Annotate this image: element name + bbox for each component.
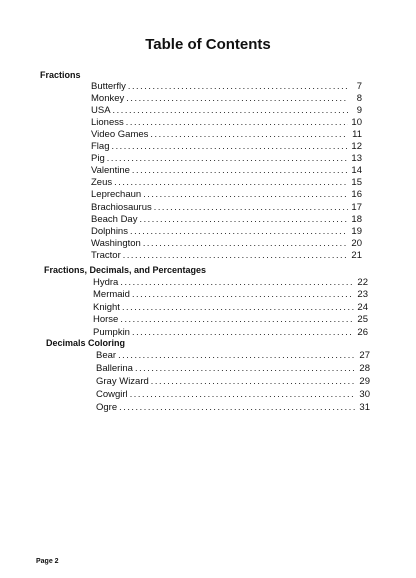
toc-entry-page-number: 22: [357, 277, 368, 288]
toc-entry-page-number: 30: [359, 389, 370, 401]
toc-entry-title: Butterfly: [91, 81, 126, 92]
toc-entry-page-number: 18: [351, 213, 362, 225]
dot-leader: [120, 276, 354, 289]
dot-leader: [120, 313, 354, 326]
toc-entry-page-number: 8: [356, 93, 362, 105]
toc-entry-page-number: 24: [357, 301, 368, 313]
toc-entry-page-number: 9: [356, 105, 362, 117]
dot-leader: [130, 388, 356, 401]
dot-leader: [132, 326, 354, 339]
toc-entry-page-number: 21: [351, 249, 362, 261]
toc-entry: [93, 301, 368, 314]
dot-leader: [126, 92, 348, 105]
toc-entry: [91, 92, 362, 105]
toc-entry: [96, 401, 370, 414]
toc-entry: [91, 237, 362, 250]
dot-leader: [154, 201, 348, 214]
dot-leader: [135, 362, 356, 375]
dot-leader: [118, 349, 356, 362]
toc-entry-title: Gray Wizard: [96, 376, 149, 388]
toc-entry-title: Bear: [96, 350, 117, 361]
dot-leader: [123, 249, 348, 262]
toc-entry: [93, 326, 368, 339]
toc-entry: [91, 152, 362, 165]
toc-entry-title: Mermaid: [93, 289, 130, 301]
dot-leader: [113, 104, 348, 117]
toc-entry-title: Pumpkin: [93, 326, 130, 338]
toc-entry-title: Washington: [91, 237, 141, 249]
toc-entry-page-number: 19: [351, 225, 362, 237]
toc-entry: [96, 388, 370, 401]
toc-entry-page-number: 31: [359, 402, 370, 414]
dot-leader: [122, 301, 354, 314]
toc-entry-page-number: 10: [351, 117, 362, 129]
dot-leader: [107, 152, 348, 165]
dot-leader: [151, 375, 356, 388]
dot-leader: [143, 188, 348, 201]
toc-entry-page-number: 25: [357, 314, 368, 326]
toc-entry-title: Valentine: [91, 165, 130, 177]
toc-entry-page-number: 11: [352, 129, 362, 141]
dot-leader: [130, 225, 348, 238]
toc-entry-title: Dolphins: [91, 225, 128, 237]
toc-entry-title: Pig: [91, 153, 105, 165]
toc-entry: [91, 213, 362, 226]
toc-entry: [91, 140, 362, 153]
toc-entry-title: Ballerina: [96, 363, 133, 375]
dot-leader: [114, 176, 348, 189]
toc-entry-page-number: 17: [351, 201, 362, 213]
toc-entry: [91, 176, 362, 189]
toc-entry-title: Beach Day: [91, 213, 138, 225]
toc-entry-title: Cowgirl: [96, 389, 128, 401]
dot-leader: [132, 288, 354, 301]
dot-leader: [128, 80, 348, 93]
section-heading-decimals-coloring: Decimals Coloring: [46, 338, 126, 348]
toc-entry: [93, 313, 368, 326]
toc-entry-page-number: 27: [359, 350, 370, 361]
section-heading-fractions: Fractions: [40, 70, 81, 80]
dot-leader: [119, 401, 356, 414]
toc-entry-page-number: 29: [359, 376, 370, 388]
dot-leader: [126, 116, 348, 129]
toc-entry-page-number: 7: [356, 81, 362, 92]
toc-entry-title: USA: [91, 105, 111, 117]
toc-entry-page-number: 14: [351, 165, 362, 177]
toc-entry: [91, 164, 362, 177]
toc-entry: [91, 80, 362, 93]
toc-entry-page-number: 28: [359, 363, 370, 375]
toc-entry-title: Horse: [93, 314, 119, 326]
toc-entry: [91, 225, 362, 238]
dot-leader: [143, 237, 348, 250]
toc-entry-page-number: 20: [351, 237, 362, 249]
toc-entry-title: Flag: [91, 141, 110, 153]
dot-leader: [139, 213, 348, 226]
toc-entry-title: Brachiosaurus: [91, 201, 152, 213]
toc-entry-title: Ogre: [96, 402, 118, 414]
toc-entry: [93, 276, 368, 289]
toc-entry-title: Knight: [93, 301, 120, 313]
toc-entry: [96, 362, 370, 375]
toc-entry-title: Tractor: [91, 249, 121, 261]
toc-entry-title: Monkey: [91, 93, 125, 105]
page-number-footer: Page 2: [36, 558, 59, 565]
toc-entry-title: Hydra: [93, 277, 119, 288]
toc-entry: [91, 201, 362, 214]
toc-entry: [91, 116, 362, 129]
toc-entry-title: Video Games: [91, 129, 149, 141]
toc-entry-title: Lioness: [91, 117, 124, 129]
dot-leader: [132, 164, 348, 177]
section-heading-fractions-decimals-percentages: Fractions, Decimals, and Percentages: [44, 265, 207, 275]
toc-entry: [91, 104, 362, 117]
toc-entry: [93, 288, 368, 301]
toc-entry: [91, 128, 362, 141]
toc-entry: [91, 249, 362, 262]
toc-entry-page-number: 26: [357, 326, 368, 338]
page-title: Table of Contents: [145, 36, 271, 53]
toc-entry: [96, 375, 370, 388]
toc-entry-page-number: 12: [351, 141, 362, 153]
toc-entry-title: Zeus: [91, 177, 113, 189]
toc-entry-page-number: 13: [351, 153, 362, 165]
dot-leader: [111, 140, 348, 153]
toc-entry-page-number: 23: [357, 289, 368, 301]
toc-entry: [96, 349, 370, 362]
dot-leader: [150, 128, 348, 141]
toc-entry-page-number: 15: [351, 177, 362, 189]
toc-entry-title: Leprechaun: [91, 189, 142, 201]
toc-entry-page-number: 16: [351, 189, 362, 201]
toc-entry: [91, 188, 362, 201]
